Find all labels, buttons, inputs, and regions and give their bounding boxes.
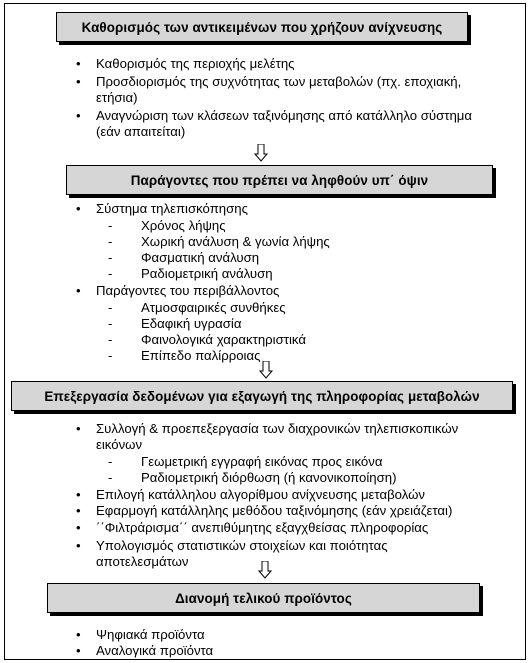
stage-1-item-2-line-1: Προσδιορισμός της συχνότητας των μεταβολών (πχ. εποχιακή, <box>96 74 462 89</box>
dash-marker: - <box>108 250 113 265</box>
stage-1-item-3-line-1: Αναγνώριση των κλάσεων ταξινόμησης από κατάλληλο σύστημα <box>96 108 473 123</box>
dash-marker: - <box>108 300 113 315</box>
stage-2-item-2: Παράγοντες του περιβάλλοντος <box>96 283 280 298</box>
stage-3-item-1-sub-2: Ραδιομετρική διόρθωση (ή κανονικοποίηση) <box>141 470 397 485</box>
stage-2-title: Παράγοντες που πρέπει να ληφθούν υπ΄ όψιν <box>130 172 429 188</box>
stage-1-item-3-line-2: (εάν απαιτείται) <box>96 124 186 139</box>
dash-marker: - <box>108 234 113 249</box>
stage-1-title: Καθορισμός των αντικειμένων που χρήζουν ανίχνευσης <box>81 19 443 35</box>
dash-marker: - <box>108 470 113 485</box>
stage-2-item-2-sub-1: Ατμοσφαιρικές συνθήκες <box>141 300 286 315</box>
stage-4-item-2: Αναλογικά προϊόντα <box>96 643 214 658</box>
stage-4-title: Διανομή τελικού προϊόντος <box>175 590 352 606</box>
bullet-dot: • <box>76 503 81 518</box>
stage-2-item-1-sub-4: Ραδιομετρική ανάλυση <box>141 266 273 281</box>
bullet-dot: • <box>76 201 81 216</box>
dash-marker: - <box>108 266 113 281</box>
dash-marker: - <box>108 218 113 233</box>
stage-2-item-1-sub-2: Χωρική ανάλυση & γωνία λήψης <box>141 234 330 249</box>
stage-3-item-1-line-1: Συλλογή & προεπεξεργασία των διαχρονικών τηλεπισκοπικών <box>96 421 459 436</box>
stage-2-item-2-sub-4: Επίπεδο παλίρροιας <box>141 348 261 363</box>
stage-3-title: Επεξεργασία δεδομένων για εξαγωγή της πληροφορίας μεταβολών <box>44 388 480 404</box>
stage-3-item-1-sub-1: Γεωμετρική εγγραφή εικόνας προς εικόνα <box>141 454 383 469</box>
bullet-dot: • <box>76 108 81 123</box>
stage-2-item-2-sub-3: Φαινολογικά χαρακτηριστικά <box>141 332 306 347</box>
bullet-dot: • <box>76 487 81 502</box>
stage-1-title-box <box>56 12 468 42</box>
bullet-dot: • <box>76 538 81 553</box>
stage-2-item-1: Σύστημα τηλεπισκόπησης <box>96 201 248 216</box>
dash-marker: - <box>108 332 113 347</box>
stage-4-item-1: Ψηφιακά προϊόντα <box>96 627 205 642</box>
stage-2-item-1-sub-3: Φασματική ανάλυση <box>141 250 260 265</box>
stage-1-item-2-line-2: ετήσια) <box>96 90 138 105</box>
stage-2-item-2-sub-2: Εδαφική υγρασία <box>141 316 242 331</box>
stage-3-title-box <box>11 381 513 411</box>
stage-1-item-1: Καθορισμός της περιοχής μελέτης <box>96 56 295 71</box>
dash-marker: - <box>108 348 113 363</box>
stage-4-title-box <box>47 583 480 613</box>
stage-3-item-2: Επιλογή κατάλληλου αλγορίθμου ανίχνευσης μεταβολών <box>96 487 426 502</box>
stage-3-item-1-line-2: εικόνων <box>96 437 143 452</box>
stage-3-item-5-line-2: αποτελεσμάτων <box>96 554 189 569</box>
bullet-dot: • <box>76 74 81 89</box>
stage-3-item-4: ΄΄Φιλτράρισμα΄΄ ανεπιθύμητης εξαγχθείσας πληροφορίας <box>96 520 429 535</box>
bullet-dot: • <box>76 421 81 436</box>
bullet-dot: • <box>76 520 81 535</box>
down-arrow-icon <box>259 361 273 379</box>
stage-2-title-box <box>66 165 493 195</box>
dash-marker: - <box>108 454 113 469</box>
bullet-dot: • <box>76 283 81 298</box>
stage-3-item-5-line-1: Υπολογισμός στατιστικών στοιχείων και ποιότητας <box>96 538 388 553</box>
stage-3-item-3: Εφαρμογή κατάλληλης μεθόδου ταξινόμησης (εάν χρειάζεται) <box>96 503 453 518</box>
down-arrow-icon <box>258 561 272 579</box>
bullet-dot: • <box>76 56 81 71</box>
dash-marker: - <box>108 316 113 331</box>
down-arrow-icon <box>254 144 268 162</box>
bullet-dot: • <box>76 627 81 642</box>
stage-2-item-1-sub-1: Χρόνος λήψης <box>141 218 226 233</box>
bullet-dot: • <box>76 643 81 658</box>
